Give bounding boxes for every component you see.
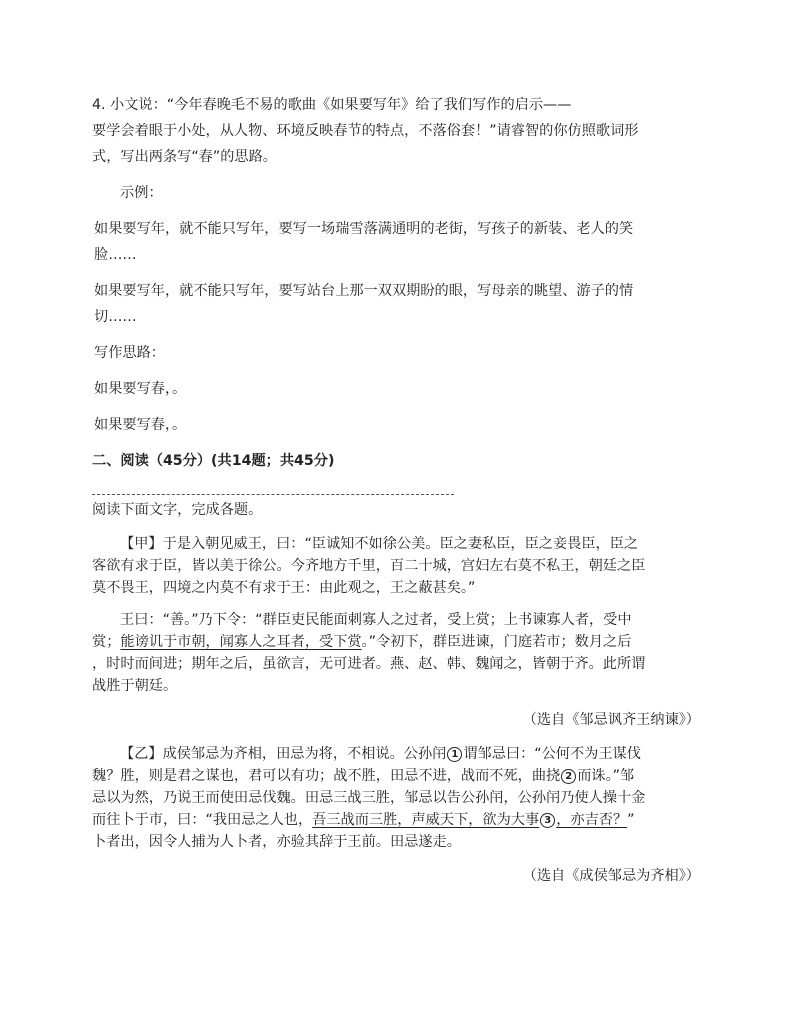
divider bbox=[92, 494, 454, 495]
question-text: 要学会着眼于小处，从人物、环境反映春节的特点，不落俗套！”请睿智的你仿照歌词形 bbox=[92, 123, 639, 139]
writing-thought-label: 写作思路： bbox=[94, 345, 165, 361]
passage-jia-paragraph-1: 【甲】于是入朝见威王，曰：“臣诚知不如徐公美。臣之妻私臣，臣之妾畏臣，臣之 客欲有求于臣，皆以美于徐公。今齐地方千里，百二十城，宫妇左右莫不私王，朝廷之臣 莫不畏王，四境之内莫不有求于王：由此观之，王之蔽甚矣。” bbox=[92, 536, 646, 596]
example-label: 示例： bbox=[120, 185, 163, 201]
passage-jia-paragraph-2: 王曰：“善。”乃下令：“群臣吏民能面刺寡人之过者，受上赏；上书谏寡人者，受中 赏；能谤讥于市朝，闻寡人之耳者，受下赏。”令初下，群臣进谏，门庭若市；数月之后 ，时时而间进；期年之后，虽欲言，无可进者。燕、赵、韩、魏闻之，皆朝于齐。此所谓 战胜于朝廷。 bbox=[92, 612, 646, 694]
section-title: 二、阅读（45分）(共14题；共45分) bbox=[92, 453, 335, 469]
question-text: 式，写出两条写“春”的思路。 bbox=[92, 149, 277, 165]
example-2: 如果要写年，就不能只写年，要写站台上那一双双期盼的眼，写母亲的眺望、游子的情 切…… bbox=[94, 283, 634, 325]
source-citation-jia: （选自《邹忌讽齐王纳谏》） bbox=[522, 712, 700, 728]
annotation-marker-1: 1 bbox=[447, 747, 462, 762]
answer-line-2: 如果要写春，。 bbox=[94, 417, 187, 433]
answer-line-1: 如果要写春，。 bbox=[94, 381, 187, 397]
annotation-marker-2: 2 bbox=[561, 769, 576, 784]
question-text: 4. 小文说：“今年春晚毛不易的歌曲《如果要写年》给了我们写作的启示—— bbox=[92, 97, 572, 113]
source-citation-yi: （选自《成侯邹忌为齐相》） bbox=[522, 868, 700, 884]
document-page bbox=[92, 92, 704, 889]
example-1: 如果要写年，就不能只写年，要写一场瑞雪落满通明的老街，写孩子的新装、老人的笑 脸…… bbox=[94, 221, 634, 263]
underlined-sentence: 吾三战而三胜，声威天下，欲为大事 3 ，亦吉否？ bbox=[312, 812, 628, 828]
underlined-sentence: 能谤讥于市朝，闻寡人之耳者，受下赏 bbox=[120, 634, 362, 650]
annotation-marker-3: 3 bbox=[540, 813, 555, 828]
reading-instruction: 阅读下面文字，完成各题。 bbox=[92, 502, 263, 518]
question-4 bbox=[92, 92, 704, 438]
passage-yi: 【乙】成侯邹忌为齐相，田忌为将，不相说。公孙闬 1 谓邹忌曰：“公何不为王谋伐 魏？胜，则是君之谋也，君可以有功；战不胜，田忌不进，战而不死，曲挠 2 而诛。”邹 忌以为然，乃说王而使田忌伐魏。田忌三战三胜，邹忌以告公孙闬，公孙闬乃使人操十金 而往卜于市，曰：“我田忌之人也，吾三战而三胜，声威天下，欲为大事 3 ，亦吉否？” 卜者出，因令人捕为人卜者，亦验其辞于王前。田忌遂走。 bbox=[92, 746, 646, 850]
